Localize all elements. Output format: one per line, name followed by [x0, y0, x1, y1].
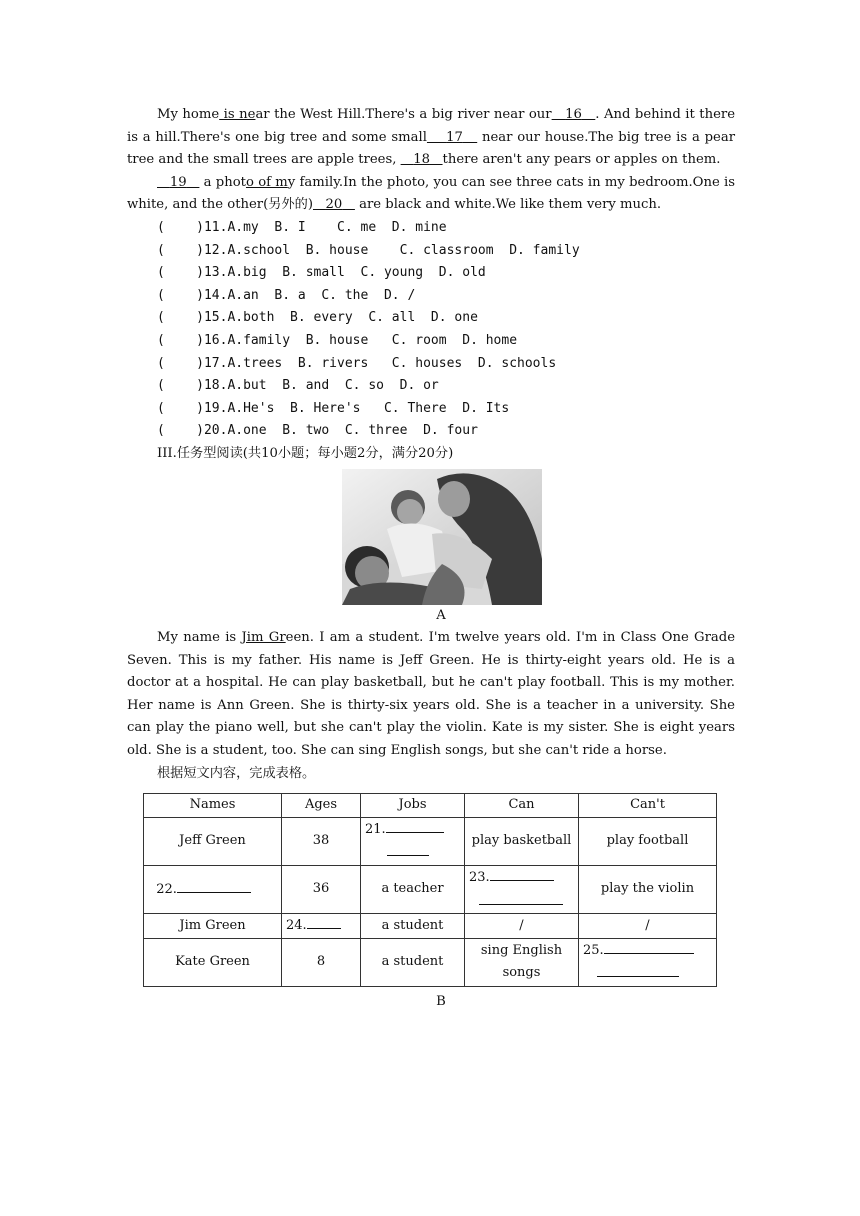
text-run: a phot [199, 174, 246, 190]
cell-job-blank-21: 21. [361, 817, 465, 865]
table-row [144, 817, 717, 865]
photo-caption: A [436, 607, 446, 623]
blank-20: 20 [325, 197, 343, 213]
cell-name-blank-22: 22. [144, 866, 282, 914]
underlined-run: o of m [245, 174, 288, 190]
cloze-paragraph-2 [127, 172, 735, 217]
option-line: ( )14.A.an B. a C. the D. / [157, 287, 416, 303]
option-line: ( )16.A.family B. house C. room D. home [157, 332, 518, 348]
option-line: ( )13.A.big B. small C. young D. old [157, 265, 486, 281]
underlined-run: is ne [219, 107, 256, 122]
cell-can-blank-23: 23. [465, 866, 579, 914]
cell-name: Jeff Green [144, 817, 282, 865]
table-row [144, 914, 717, 939]
option-line: ( )20.A.one B. two C. three D. four [157, 423, 478, 439]
info-table [143, 793, 717, 987]
text-run: een. I am a student. I'm twelve years old. I'm in Class One Grade Seven. This is my father. His name is Jeff Green. He is thirty-eight years old. He is a doctor at a hospital. He can play basketball, but he can't play football. This is my mother. Her name is Ann Green. She is thirty-six years old. She is a teacher in a university. She can play the piano well, but she can't play the violin. Kate is my sister. She is eight years old. She is a student, too. She can sing English songs, but she can't ride a horse. [127, 630, 736, 759]
text-run: there aren't any pears or apples on them. [442, 152, 721, 168]
cell-cant: / [579, 914, 717, 939]
family-photo-icon [342, 469, 542, 605]
cell-cant: play the violin [579, 866, 717, 914]
header-ages: Ages [282, 794, 361, 818]
cell-age: 8 [282, 938, 361, 986]
cloze-paragraph-1 [127, 104, 735, 172]
worksheet-page [127, 104, 735, 1014]
header-jobs: Jobs [361, 794, 465, 818]
cell-can: / [465, 914, 579, 939]
text-run: . And behind it there is a hill.There's one big tree and some small [127, 107, 735, 145]
text-run: are black and white.We like them very much. [354, 197, 662, 213]
cell-job: a teacher [361, 866, 465, 914]
text-run: ar the West Hill.There's a big river near our [255, 107, 552, 122]
header-cant: Can't [579, 794, 717, 818]
table-instruction: 根据短文内容，完成表格。 [157, 765, 316, 781]
table-row [144, 866, 717, 914]
text-run: My home [157, 107, 220, 122]
option-line: ( )19.A.He's B. Here's C. There D. Its [157, 400, 510, 416]
reading-passage [127, 627, 735, 763]
family-photo [342, 469, 542, 605]
options-list [127, 217, 735, 443]
cell-name: Jim Green [144, 914, 282, 939]
cell-name: Kate Green [144, 938, 282, 986]
option-line: ( )15.A.both B. every C. all D. one [157, 310, 478, 326]
header-can: Can [465, 794, 579, 818]
cell-cant-blank-25: 25. [579, 938, 717, 986]
cell-age-blank-24: 24. [282, 914, 361, 939]
text-run: My name is [157, 630, 242, 646]
option-line: ( )18.A.but B. and C. so D. or [157, 378, 439, 394]
text-run: near our house.The big tree is a pear tree and the small trees are apple trees, [127, 129, 735, 168]
blank-17: 17 [446, 129, 463, 145]
cell-job: a student [361, 914, 465, 939]
option-line: ( )17.A.trees B. rivers C. houses D. schools [157, 355, 557, 371]
cell-age: 36 [282, 866, 361, 914]
table-header-row [144, 794, 717, 818]
text-run: y family.In the photo, you can see three cats in my bedroom.One is white, and the other(另外的) [127, 174, 736, 213]
section-heading: III.任务型阅读(共10小题；每小题2分，满分20分) [157, 445, 454, 461]
cell-age: 38 [282, 817, 361, 865]
cell-can: play basketball [465, 817, 579, 865]
header-names: Names [144, 794, 282, 818]
blank-16: 16 [565, 107, 582, 122]
cell-cant: play football [579, 817, 717, 865]
cell-can: sing English songs [465, 938, 579, 986]
underlined-run: Jim Gr [241, 630, 286, 646]
table-row [144, 938, 717, 986]
blank-18: 18 [413, 152, 430, 168]
cell-job: a student [361, 938, 465, 986]
option-line: ( )12.A.school B. house C. classroom D. family [157, 242, 580, 258]
blank-19: 19 [169, 174, 187, 190]
table-caption: B [436, 994, 446, 1009]
option-line: ( )11.A.my B. I C. me D. mine [157, 219, 447, 235]
